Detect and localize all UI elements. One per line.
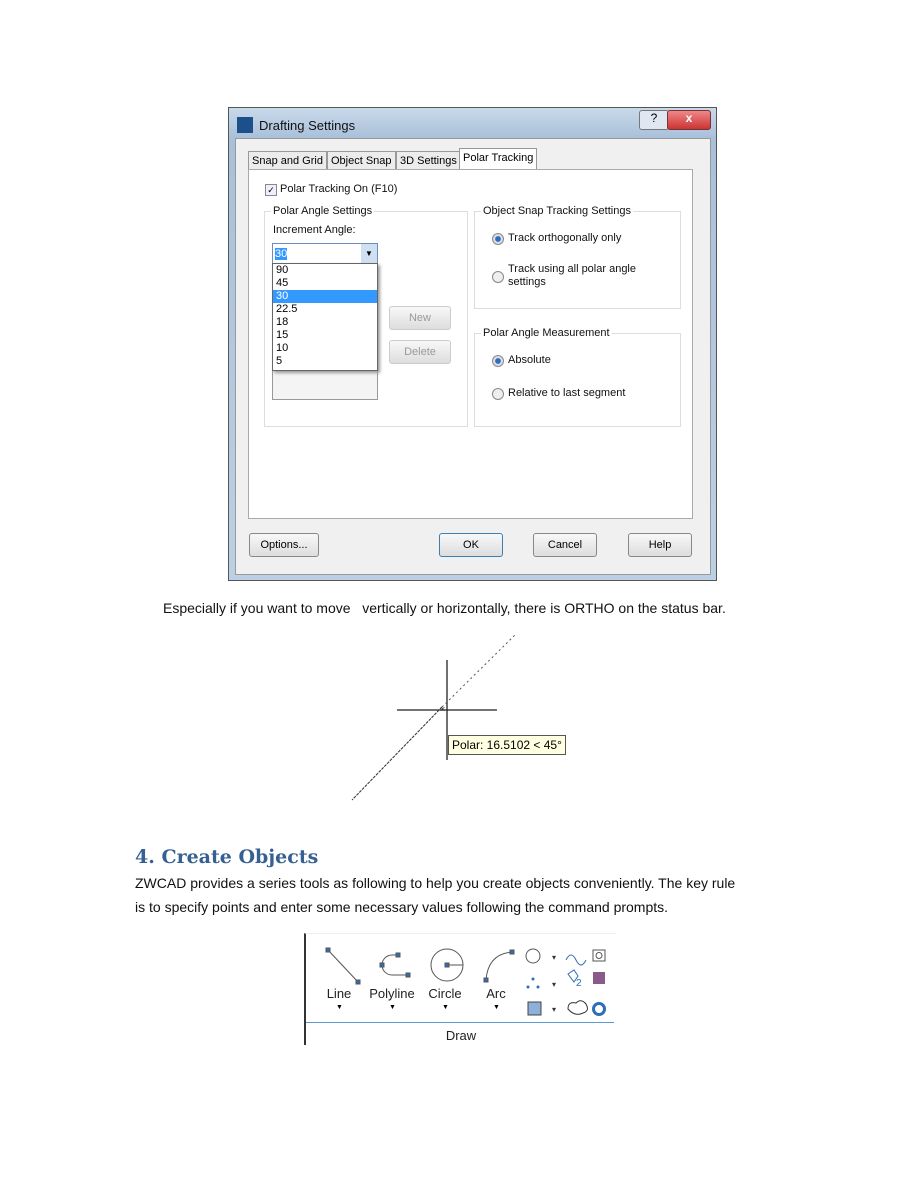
polar-tracking-illustration [340, 630, 580, 805]
ost-label: Object Snap Tracking Settings [483, 205, 631, 217]
option-15[interactable]: 15 [276, 329, 289, 341]
increment-angle-label: Increment Angle: [273, 224, 356, 236]
svg-text:▾: ▾ [552, 953, 557, 962]
cancel-button[interactable]: Cancel [533, 533, 597, 557]
polar-tooltip: Polar: 16.5102 < 45° [448, 735, 566, 755]
options-button[interactable]: Options... [249, 533, 319, 557]
region-icon [568, 970, 582, 989]
close-button[interactable]: x [667, 110, 711, 130]
increment-angle-value: 30 [275, 248, 288, 260]
circle-button[interactable]: Circle [428, 986, 462, 1001]
dialog-client [235, 138, 711, 575]
circle-dropdown-icon[interactable]: ▼ [442, 1004, 449, 1011]
option-30[interactable]: 30 [273, 290, 377, 303]
rectangle-icon [528, 1002, 556, 1015]
increment-angle-combo[interactable] [272, 243, 378, 264]
relative-label: Relative to last segment [508, 387, 626, 399]
drafting-settings-dialog [228, 107, 717, 581]
track-ortho-radio[interactable] [492, 233, 504, 245]
absolute-label: Absolute [508, 354, 551, 366]
draw-ribbon-panel [304, 933, 616, 1045]
revcloud-icon [568, 1001, 587, 1015]
svg-text:×: × [440, 704, 446, 714]
chevron-down-icon[interactable]: ▼ [361, 244, 377, 263]
point-icon [527, 978, 557, 990]
draw-panel-label: Draw [445, 1028, 477, 1043]
spline-icon [566, 955, 586, 965]
absolute-radio[interactable] [492, 355, 504, 367]
option-45[interactable]: 45 [276, 277, 289, 289]
section-heading: 4. Create Objects [135, 846, 319, 868]
svg-text:▾: ▾ [552, 1005, 557, 1014]
intro-paragraph-line2: is to specify points and enter some necessary values following the command prompts. [135, 899, 669, 915]
track-all-radio[interactable] [492, 271, 504, 283]
svg-text:2: 2 [576, 978, 582, 989]
intro-paragraph-line1: ZWCAD provides a series tools as following to help you create objects conveniently. The key rule [135, 875, 736, 891]
option-5[interactable]: 5 [276, 355, 283, 367]
track-ortho-label: Track orthogonally only [508, 232, 622, 244]
option-22-5[interactable]: 22.5 [276, 303, 298, 315]
tab-object-snap[interactable]: Object Snap [327, 151, 396, 170]
tracking-line [442, 635, 515, 707]
line-button[interactable]: Line [326, 986, 352, 1001]
polar-angle-settings-label: Polar Angle Settings [273, 205, 373, 217]
wipeout-icon [593, 950, 605, 961]
ribbon-divider [306, 1022, 614, 1023]
tab-snap-and-grid[interactable]: Snap and Grid [248, 151, 327, 170]
line-dropdown-icon[interactable]: ▼ [336, 1004, 343, 1011]
hatch-icon [593, 972, 605, 984]
delete-button[interactable]: Delete [389, 340, 451, 364]
option-10[interactable]: 10 [276, 342, 289, 354]
ok-button[interactable]: OK [439, 533, 503, 557]
donut-icon [594, 1004, 605, 1015]
polyline-button[interactable]: Polyline [369, 986, 415, 1001]
ortho-paragraph: Especially if you want to move vertically or horizontally, there is ORTHO on the status bar. [163, 600, 726, 616]
line-icon [326, 948, 360, 984]
arc-icon [484, 950, 514, 982]
polar-on-checkbox[interactable]: ✓ [265, 184, 277, 196]
app-icon [237, 117, 253, 133]
polar-on-label: Polar Tracking On (F10) [280, 183, 398, 195]
polar-angle-measurement-group [474, 333, 681, 427]
increment-angle-dropdown [272, 263, 378, 371]
draw-tool-icons [316, 944, 616, 1019]
option-18[interactable]: 18 [276, 316, 289, 328]
relative-radio[interactable] [492, 388, 504, 400]
polyline-dropdown-icon[interactable]: ▼ [389, 1004, 396, 1011]
svg-text:▾: ▾ [552, 980, 557, 989]
polyline-icon [380, 953, 410, 977]
new-button[interactable]: New [389, 306, 451, 330]
drawn-line [352, 707, 442, 800]
dialog-title: Drafting Settings [259, 118, 356, 133]
option-90[interactable]: 90 [276, 264, 289, 276]
arc-button[interactable]: Arc [486, 986, 506, 1001]
help-title-button[interactable]: ? [639, 110, 669, 130]
track-all-label: Track using all polar angle settings [508, 263, 636, 288]
tab-3d-settings[interactable]: 3D Settings [396, 151, 461, 170]
help-button[interactable]: Help [628, 533, 692, 557]
ellipse-icon [526, 949, 556, 963]
circle-icon [431, 949, 463, 981]
object-snap-tracking-group [474, 211, 681, 309]
tab-polar-tracking[interactable]: Polar Tracking [459, 148, 537, 171]
pam-label: Polar Angle Measurement [483, 327, 610, 339]
arc-dropdown-icon[interactable]: ▼ [493, 1004, 500, 1011]
polar-tracking-panel [248, 169, 693, 519]
